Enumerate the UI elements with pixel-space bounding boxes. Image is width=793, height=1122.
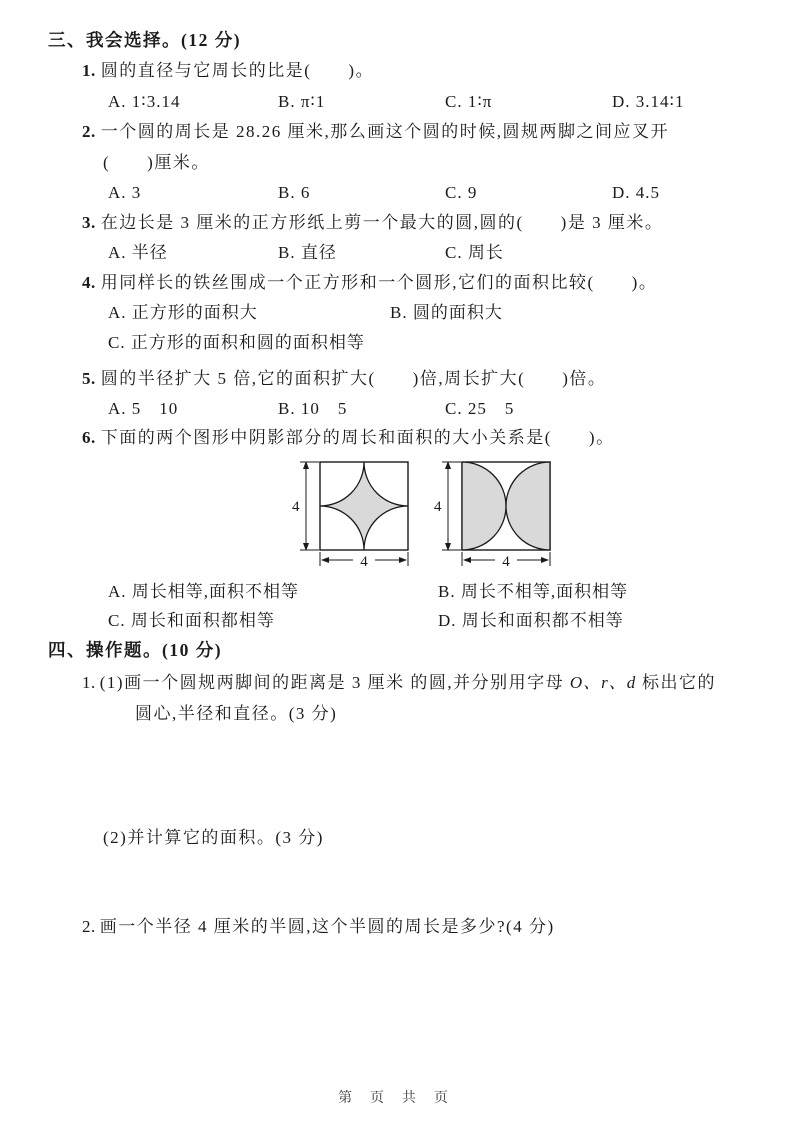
question-5-number: 5. (82, 369, 96, 388)
q1-option-d: D. 3.14∶1 (612, 92, 685, 111)
shaded-star-region (320, 462, 408, 550)
section-operate-heading: 四、操作题。(10 分) (48, 640, 223, 660)
page-footer: 第 页 共 页 (338, 1089, 455, 1105)
q6-option-a: A. 周长相等,面积不相等 (108, 582, 300, 601)
question-1-number: 1. (82, 61, 96, 80)
q5-option-a: A. 5 10 (108, 399, 179, 418)
question-6 (82, 428, 615, 448)
q2-option-d: D. 4.5 (612, 183, 661, 202)
shaded-semicircle-right (506, 462, 550, 550)
operate-q1-part1-post: 标出它的 (636, 673, 716, 692)
figure-star-square (292, 456, 424, 574)
q4-option-a: A. 正方形的面积大 (108, 303, 258, 322)
question-1 (82, 61, 374, 81)
q1-option-b: B. π∶1 (278, 92, 326, 111)
arrowhead-right (541, 557, 549, 563)
bottom-dimension-label: 4 (360, 554, 368, 570)
question-5 (82, 369, 606, 389)
arrowhead-left (463, 557, 471, 563)
vertical-dimension (300, 462, 319, 550)
q3-option-c: C. 周长 (445, 243, 504, 262)
q5-option-b: B. 10 5 (278, 399, 348, 418)
q6-option-b: B. 周长不相等,面积相等 (438, 582, 629, 601)
operate-q1-part1-line2: 圆心,半径和直径。(3 分) (135, 704, 338, 723)
question-2-text-line2: ( )厘米。 (103, 153, 210, 172)
q2-option-a: A. 3 (108, 183, 142, 202)
arrowhead-left (321, 557, 329, 563)
q3-option-a: A. 半径 (108, 243, 168, 262)
question-4-text: 用同样长的铁丝围成一个正方形和一个圆形,它们的面积比较( )。 (100, 273, 658, 292)
operate-question-1 (82, 673, 716, 693)
q1-option-c: C. 1∶π (445, 92, 493, 111)
q4-option-b: B. 圆的面积大 (390, 303, 503, 322)
question-3-text: 在边长是 3 厘米的正方形纸上剪一个最大的圆,圆的( )是 3 厘米。 (100, 213, 664, 232)
q2-option-c: C. 9 (445, 183, 478, 202)
side-dimension-label: 4 (292, 499, 300, 515)
operate-q2-number: 2. (82, 917, 96, 936)
question-5-text: 圆的半径扩大 5 倍,它的面积扩大( )倍,周长扩大( )倍。 (100, 369, 607, 388)
section-choice-heading: 三、我会选择。(12 分) (48, 30, 242, 50)
q6-option-d: D. 周长和面积都不相等 (438, 611, 624, 630)
question-2-number: 2. (82, 122, 96, 141)
question-3-number: 3. (82, 213, 96, 232)
vertical-dimension (442, 462, 461, 550)
question-6-text: 下面的两个图形中阴影部分的周长和面积的大小关系是( )。 (100, 428, 615, 447)
question-2-text-line1: 一个圆的周长是 28.26 厘米,那么画这个圆的时候,圆规两脚之间应叉开 (100, 122, 669, 141)
question-3 (82, 213, 663, 233)
bottom-dimension-label: 4 (502, 554, 510, 570)
q3-option-b: B. 直径 (278, 243, 337, 262)
operate-q1-part2: (2)并计算它的面积。(3 分) (103, 828, 324, 847)
arrowhead-right (399, 557, 407, 563)
q2-option-b: B. 6 (278, 183, 311, 202)
q6-option-c: C. 周长和面积都相等 (108, 611, 275, 630)
question-2 (82, 122, 669, 142)
figure-semicircles-square (434, 456, 566, 574)
q4-option-c: C. 正方形的面积和圆的面积相等 (108, 333, 365, 352)
question-4 (82, 273, 657, 293)
operate-q2-text: 画一个半径 4 厘米的半圆,这个半圆的周长是多少?(4 分) (99, 917, 555, 936)
question-1-text: 圆的直径与它周长的比是( )。 (100, 61, 375, 80)
operate-q1-letters: O、r、d (569, 673, 637, 692)
shaded-semicircle-left (462, 462, 506, 550)
operate-q1-number: 1. (82, 673, 96, 692)
operate-question-2 (82, 917, 555, 937)
q5-option-c: C. 25 5 (445, 399, 515, 418)
question-6-number: 6. (82, 428, 96, 447)
side-dimension-label: 4 (434, 499, 442, 515)
question-4-number: 4. (82, 273, 96, 292)
operate-q1-part1-pre: (1)画一个圆规两脚间的距离是 3 厘米 的圆,并分别用字母 (99, 673, 570, 692)
q1-option-a: A. 1∶3.14 (108, 92, 181, 111)
